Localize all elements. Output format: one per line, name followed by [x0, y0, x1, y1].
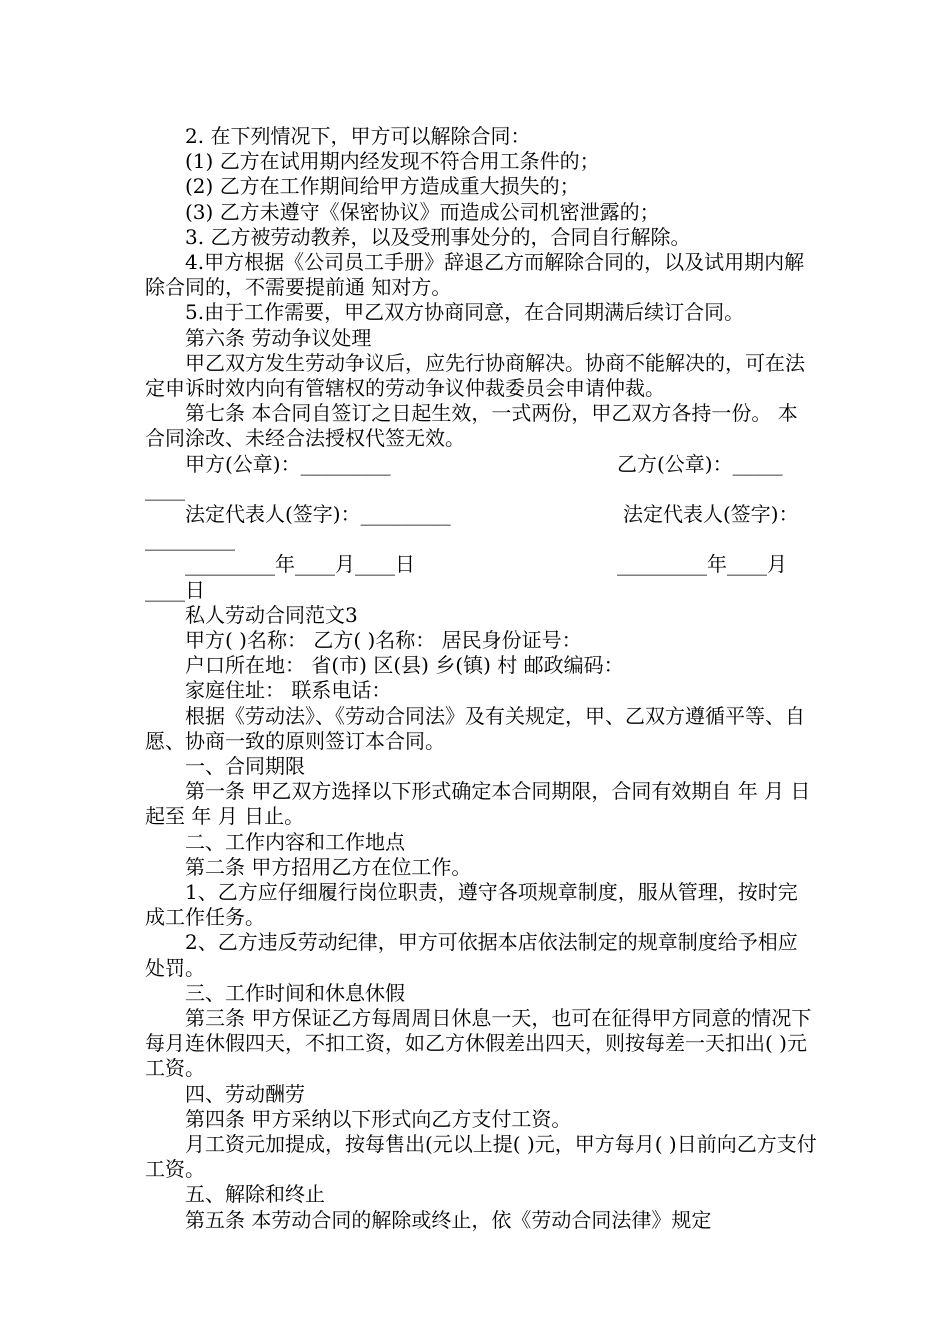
- date-b: _________年____月: [617, 552, 787, 577]
- household-address: 户口所在地： 省(市) 区(县) 乡(镇) 村 邮政编码：: [185, 653, 624, 678]
- article-7: 第七条 本合同自签订之日起生效，一式两份，甲乙双方各持一份。 本合同涂改、未经合法授权代签无效。: [145, 401, 798, 451]
- article-3: 第三条 甲方保证乙方每周周日休息一天，也可在征得甲方同意的情况下每月连休假四天，不扣工资，如乙方休假差出四天，则按每差一天扣出( )元工资。: [145, 1006, 812, 1081]
- article-2: 第二条 甲方招用乙方在位工作。: [185, 854, 472, 879]
- date-b-wrap: ____日: [145, 577, 205, 602]
- article-2-item-1: 1、乙方应仔细履行岗位职责，遵守各项规章制度，服从管理，按时完成工作任务。: [145, 880, 798, 930]
- clause-2-item-3: (3) 乙方未遵守《保密协议》而造成公司机密泄露的；: [185, 199, 660, 224]
- heading-2: 二、工作内容和工作地点: [185, 829, 405, 854]
- party-b-seal-wrap: ____: [145, 476, 185, 501]
- rep-a-signature: 法定代表人(签字)：_________: [185, 502, 451, 527]
- clause-4: 4.甲方根据《公司员工手册》辞退乙方而解除合同的，以及试用期内解除合同的，不需要提前通 知对方。: [145, 250, 805, 300]
- clause-2-item-2: (2) 乙方在工作期间给甲方造成重大损失的；: [185, 174, 580, 199]
- article-4: 第四条 甲方采纳以下形式向乙方支付工资。: [185, 1106, 572, 1131]
- heading-5: 五、解除和终止: [185, 1182, 325, 1207]
- article-2-item-2: 2、乙方违反劳动纪律，甲方可依据本店依法制定的规章制度给予相应处罚。: [145, 930, 798, 980]
- date-a: _________年____月____日: [185, 552, 415, 577]
- party-b-seal: 乙方(公章)：_____: [617, 451, 783, 476]
- home-address: 家庭住址： 联系电话：: [185, 678, 392, 703]
- party-a-seal: 甲方(公章)：_________: [185, 451, 391, 476]
- article-5: 第五条 本劳动合同的解除或终止，依《劳动合同法律》规定: [185, 1207, 712, 1232]
- article-4-salary: 月工资元加提成，按每售出(元以上提( )元，甲方每月( )日前向乙方支付工资。: [145, 1132, 817, 1182]
- section-title: 私人劳动合同范文3: [185, 602, 358, 627]
- clause-2-heading: 2. 在下列情况下，甲方可以解除合同：: [185, 124, 531, 148]
- article-6-heading: 第六条 劳动争议处理: [185, 325, 372, 350]
- rep-b-signature: 法定代表人(签字)：: [623, 502, 799, 527]
- clause-5: 5.由于工作需要，甲乙双方协商同意，在合同期满后续订合同。: [185, 300, 745, 325]
- article-1: 第一条 甲乙双方选择以下形式确定本合同期限，合同有效期自 年 月 日起至 年 月 日止。: [145, 779, 811, 829]
- rep-b-signature-wrap: _________: [145, 527, 235, 552]
- representative-line: [145, 502, 817, 552]
- heading-3: 三、工作时间和休息休假: [185, 980, 405, 1005]
- party-names: 甲方( )名称： 乙方( )名称： 居民身份证号：: [185, 628, 582, 653]
- clause-3: 3. 乙方被劳动教养，以及受刑事处分的，合同自行解除。: [185, 224, 691, 249]
- preamble: 根据《劳动法》、《劳动合同法》及有关规定，甲、乙双方遵循平等、自愿、协商一致的原则签订本合同。: [145, 703, 805, 753]
- clause-2-item-1: (1) 乙方在试用期内经发现不符合用工条件的；: [185, 149, 600, 174]
- heading-1: 一、合同期限: [185, 754, 305, 779]
- heading-4: 四、劳动酬劳: [185, 1081, 305, 1106]
- date-line: [145, 552, 817, 602]
- seal-line: [145, 452, 817, 502]
- document-page: [145, 124, 817, 1233]
- article-6-body: 甲乙双方发生劳动争议后，应先行协商解决。协商不能解决的，可在法定申诉时效内向有管辖权的劳动争议仲裁委员会申请仲裁。: [145, 350, 805, 401]
